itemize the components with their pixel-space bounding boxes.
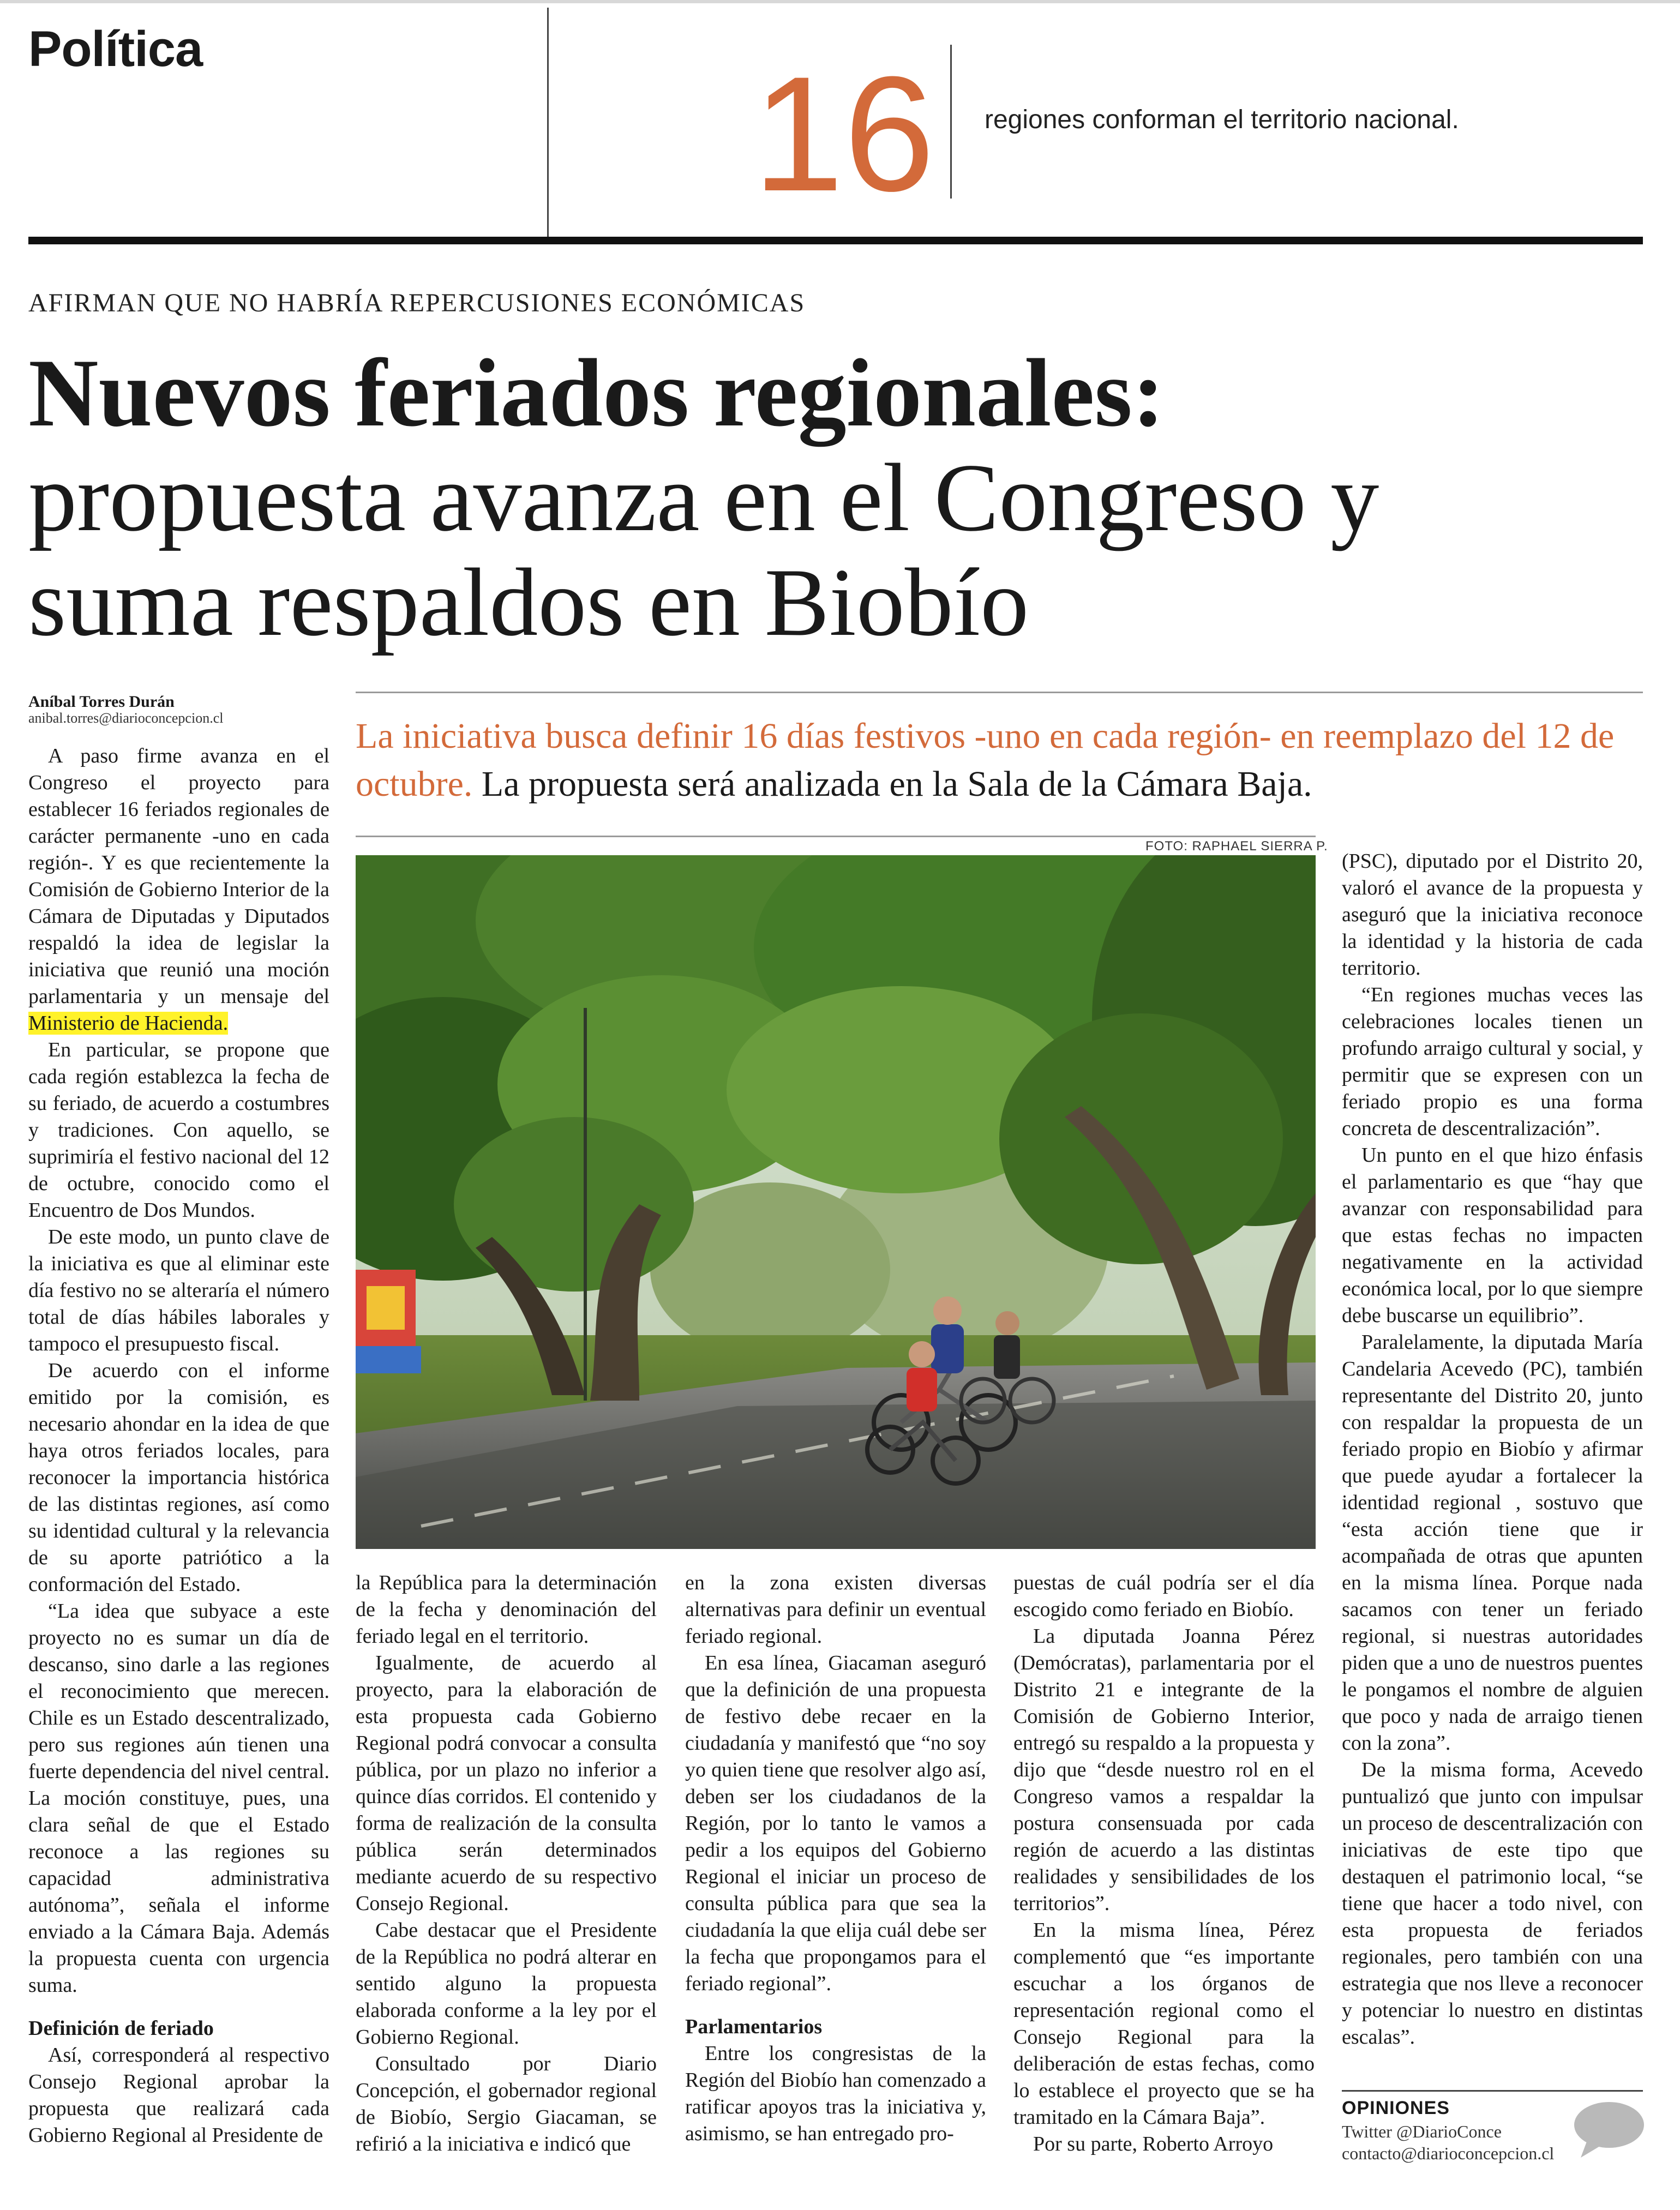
paragraph: En la misma línea, Pérez complementó que “es importante escuchar a los órganos de representación regional como el Consejo Regional para la deliberación de estas fechas, como lo establece el proyecto que se ha tramitado en la Cámara Baja”. (1013, 1919, 1315, 2129)
stat-divider (950, 45, 952, 199)
paragraph: la República para la determinación de la fecha y denominación del feriado legal en el territorio. (356, 1571, 657, 1648)
paragraph: en la zona existen diversas alternativas para definir un eventual feriado regional. (685, 1571, 986, 1648)
paragraph: De acuerdo con el informe emitido por la comisión, es necesario ahondar en la idea de que haya otros feriados locales, para reconocer la importancia histórica de las distintas regiones, así como su identidad cultural y la relevancia de su aporte patriótico a la conformación del Estado. (28, 1359, 329, 1596)
deck-rest: La propuesta será analizada en la Sala de la Cámara Baja. (472, 764, 1312, 804)
paragraph: “La idea que subyace a este proyecto no es sumar un día de descanso, sino darle a las regiones el reconocimiento que merecen. Chile es un Estado descentralizado, pero sus regiones aún tienen una fuerte dependencia del nivel central. La moción constituye, pues, una clara señal de que el Estado reconoce a las regiones su capacidad administrativa autónoma”, señala el informe enviado a la Cámara Baja. Además la propuesta cuenta con urgencia suma. (28, 1600, 329, 1997)
article-column-2 (356, 1570, 657, 2158)
paragraph: (PSC), diputado por el Distrito 20, valoró el avance de la propuesta y aseguró que la iniciativa reconoce la identidad y la historia de cada territorio. (1342, 850, 1643, 980)
headline-line-3: suma respaldos en Biobío (28, 548, 1029, 656)
headline-line-2: propuesta avanza en el Congreso y (28, 443, 1379, 551)
subhead: Definición de feriado (28, 2017, 214, 2040)
author-name: Aníbal Torres Durán (28, 693, 175, 711)
stat-number: 16 (753, 42, 935, 225)
deck (356, 712, 1648, 808)
article-column-5 (1342, 848, 1643, 2051)
article-column-3 (685, 1570, 986, 2147)
headline (28, 340, 1643, 654)
paragraph: Paralelamente, la diputada María Candelaria Acevedo (PC), también representante del Distrito 20, junto con respaldar la propuesta de un feriado propio en Biobío y afirmar que puede ayudar a fortalecer la identidad regional , sostuvo que “esta acción tiene que ir acompañada de otras que apunten en la misma línea. Porque nada sacamos con tener un feriado regional, si nuestras autoridades piden que a uno de nuestros puentes le pongamos el nombre de alguien que poco y nada de arraigo tienen con la zona”. (1342, 1331, 1643, 1755)
headline-line-1: Nuevos feriados regionales: (28, 339, 1165, 447)
opiniones-email[interactable]: contacto@diarioconcepcion.cl (1342, 2143, 1555, 2163)
paragraph (28, 743, 329, 1037)
paragraph: Un punto en el que hizo énfasis el parlamentario es que “hay que avanzar con responsabilidad para que estas fechas no impacten negativamente en la actividad económica local, por lo que siempre debe buscarse un equilibrio”. (1342, 1144, 1643, 1327)
paragraph: De este modo, un punto clave de la iniciativa es que al eliminar este día festivo no se alteraría el número total de días hábiles laborales y tampoco el presupuesto fiscal. (28, 1226, 329, 1355)
opiniones-title: OPINIONES (1342, 2098, 1450, 2118)
opiniones-rule (1342, 2090, 1643, 2092)
highlighted-text: Ministerio de Hacienda. (28, 1012, 229, 1035)
paragraph: En particular, se propone que cada región establezca la fecha de su feriado, de acuerdo a costumbres y tradiciones. Con aquello, se suprimiría el festivo nacional del 12 de octubre, conocido como el Encuentro de Dos Mundos. (28, 1038, 329, 1222)
deck-highlight: La iniciativa busca definir 16 días festivos -uno en cada región- en reemplazo del 12 de octubre. (356, 716, 1615, 804)
paragraph-text: A paso firme avanza en el Congreso el proyecto para establecer 16 feriados regionales de carácter permanente -uno en cada región-. Y es que recientemente la Comisión de Gobierno Interior de la Cámara de Diputadas y Diputados respaldó la idea de legislar la iniciativa que reunió una moción parlamentaria y un mensaje del (28, 744, 329, 1008)
article-photo (356, 855, 1316, 1549)
paragraph: Igualmente, de acuerdo al proyecto, para la elaboración de esta propuesta cada Gobierno Regional podrá convocar a consulta pública, por un plazo no inferior a quince días corridos. El contenido y forma de realización de la consulta pública serán determinados mediante acuerdo de su respectivo Consejo Regional. (356, 1652, 657, 1915)
section-label: Política (28, 21, 203, 77)
paragraph: Entre los congresistas de la Región del Biobío han comenzado a ratificar apoyos tras la iniciativa y, asimismo, se han entregado pro- (685, 2042, 986, 2145)
opiniones-twitter[interactable]: Twitter @DiarioConce (1342, 2122, 1502, 2141)
paragraph: Así, corresponderá al respectivo Consejo Regional aprobar la propuesta que realizará cada Gobierno Regional al Presidente de (28, 2044, 329, 2147)
article-column-4 (1013, 1570, 1315, 2158)
paragraph: En esa línea, Giacaman aseguró que la definición de una propuesta de festivo debe recaer en la ciudadanía y manifestó que “no soy yo quien tiene que resolver algo así, deben ser los ciudadanos de la Región, por lo tanto le vamos a pedir a los equipos del Gobierno Regional el iniciar un proceso de consulta pública para que sea la ciudadanía la que elija cuál debe ser la fecha que propongamos para el feriado regional”. (685, 1652, 986, 1995)
article-column-1 (28, 743, 329, 2149)
photo-credit: FOTO: RAPHAEL SIERRA P. (1145, 839, 1328, 854)
kicker: AFIRMAN QUE NO HABRÍA REPERCUSIONES ECONÓMICAS (28, 289, 806, 317)
deck-rule (356, 692, 1643, 693)
paragraph: “En regiones muchas veces las celebraciones locales tienen un profundo arraigo cultural y social, y permitir que se expresen con un feriado propio es una forma concreta de descentralización”. (1342, 983, 1643, 1140)
deck-rule-bottom (356, 836, 1316, 837)
header-rule (28, 237, 1643, 244)
paragraph: puestas de cuál podría ser el día escogido como feriado en Biobío. (1013, 1571, 1315, 1621)
paragraph: Por su parte, Roberto Arroyo (1033, 2133, 1274, 2155)
paragraph: Cabe destacar que el Presidente de la República no podrá alterar en sentido alguno la propuesta elaborada conforme a la ley por el Gobierno Regional. (356, 1919, 657, 2049)
photo-illustration (356, 855, 1316, 1549)
paragraph: La diputada Joanna Pérez (Demócratas), parlamentaria por el Distrito 21 e integrante de la Comisión de Gobierno Interior, entregó su respaldo a la propuesta y dijo que “desde nuestro rol en el Congreso vamos a respaldar la postura consensuada por cada región de acuerdo a las distintas realidades y sensibilidades de los territorios”. (1013, 1625, 1315, 1915)
paragraph: De la misma forma, Acevedo puntualizó que junto con impulsar un proceso de descentralización con iniciativas de este tipo que destaquen el patrimonio local, “se tiene que hacer a todo nivel, con esta propuesta de feriados regionales, pero también con una estrategia que nos lleve a reconocer y potenciar lo nuestro en distintas escalas”. (1342, 1758, 1643, 2049)
speech-bubble-icon (1571, 2100, 1645, 2160)
stat-text: regiones conforman el territorio nacional. (985, 105, 1459, 134)
paragraph: Consultado por Diario Concepción, el gobernador regional de Biobío, Sergio Giacaman, se refirió a la iniciativa e indicó que (356, 2052, 657, 2155)
subhead: Parlamentarios (685, 2015, 823, 2038)
author-email: anibal.torres@diarioconcepcion.cl (28, 710, 224, 726)
top-rule (0, 0, 1680, 3)
header-divider (547, 8, 549, 237)
